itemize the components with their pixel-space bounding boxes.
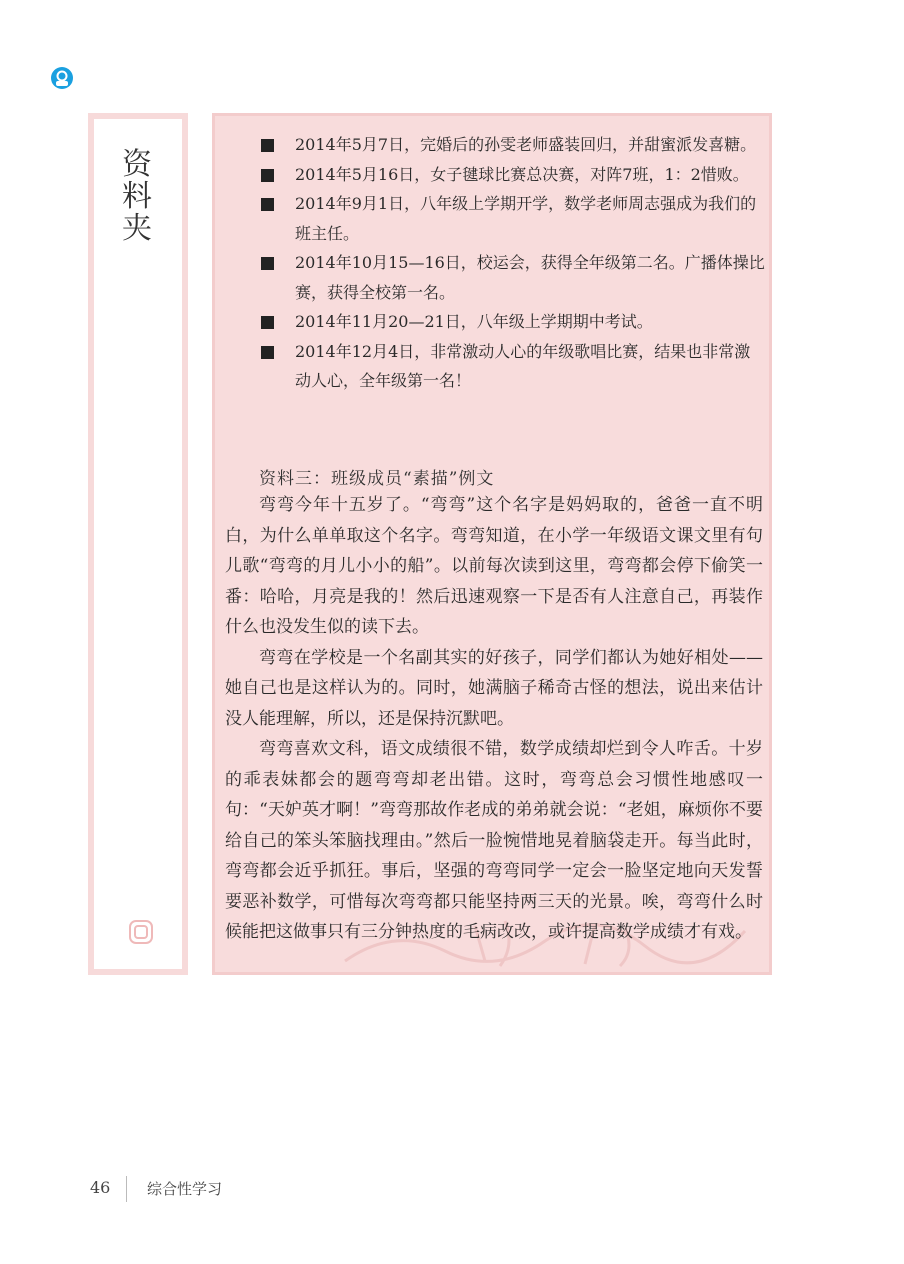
square-bullet-icon <box>261 316 274 329</box>
essay-paragraph: 弯弯在学校是一个名副其实的好孩子，同学们都认为她好相处——她自己也是这样认为的。同时，她满脑子稀奇古怪的想法，说出来估计没人能理解，所以，还是保持沉默吧。 <box>225 647 763 729</box>
event-item <box>259 130 765 160</box>
event-item <box>259 337 765 396</box>
section-heading: 资料三：班级成员“素描”例文 <box>259 469 495 489</box>
square-bullet-icon <box>261 346 274 359</box>
square-bullet-icon <box>261 169 274 182</box>
event-item <box>259 189 765 248</box>
square-bullet-icon <box>261 257 274 270</box>
essay-paragraph: 弯弯喜欢文科，语文成绩很不错，数学成绩却烂到令人咋舌。十岁的乖表妹都会的题弯弯却老出错。这时，弯弯总会习惯性地感叹一句：“天妒英才啊！”弯弯那故作老成的弟弟就会说：“老姐，麻烦你不要给自己的笨头笨脑找理由。”然后一脸惋惜地晃着脑袋走开。每当此时，弯弯都会近乎抓狂。事后，坚强的弯弯同学一定会一脸坚定地向天发誓要恶补数学，可惜每次弯弯都只能坚持两三天的光景。唉，弯弯什么时候能把这做事只有三分钟热度的毛病改改，或许提高数学成绩才有戏。 <box>225 739 763 942</box>
event-text: 2014年12月4日，非常激动人心的年级歌唱比赛，结果也非常激动人心，全年级第一名！ <box>295 341 751 390</box>
event-text: 2014年11月20—21日，八年级上学期期中考试。 <box>295 312 653 331</box>
event-text: 2014年5月16日，女子毽球比赛总决赛，对阵7班，1：2惜败。 <box>295 164 749 184</box>
folder-title-char: 夹 <box>122 211 152 246</box>
square-bullet-icon <box>261 198 274 211</box>
page-number: 46 <box>90 1178 111 1197</box>
event-text: 2014年5月7日，完婚后的孙雯老师盛装回归，并甜蜜派发喜糖。 <box>295 135 757 154</box>
folder-title <box>114 149 160 245</box>
section-name: 综合性学习 <box>147 1180 223 1198</box>
footer-divider <box>126 1176 127 1202</box>
folder-title-char: 资 <box>122 147 152 182</box>
event-item <box>259 307 765 337</box>
folder-deco-icon <box>128 919 154 945</box>
event-text: 2014年9月1日，八年级上学期开学，数学老师周志强成为我们的班主任。 <box>295 194 757 243</box>
person-head-icon <box>50 66 74 90</box>
event-text: 2014年10月15—16日，校运会，获得全年级第二名。广播体操比赛，获得全校第一名。 <box>295 253 765 302</box>
sidebar-inner <box>94 119 182 969</box>
resource-panel <box>212 113 772 975</box>
resource-sidebar <box>88 113 188 975</box>
folder-title-char: 料 <box>122 179 152 214</box>
essay-paragraph: 弯弯今年十五岁了。“弯弯”这个名字是妈妈取的，爸爸一直不明白，为什么单单取这个名字。弯弯知道，在小学一年级语文课文里有句儿歌“弯弯的月儿小小的船”。以前每次读到这里，弯弯都会停下偷笑一番：哈哈，月亮是我的！然后迅速观察一下是否有人注意自己，再装作什么也没发生似的读下去。 <box>225 495 763 637</box>
essay-body <box>225 490 763 948</box>
event-item <box>259 248 765 307</box>
event-item <box>259 160 765 190</box>
event-list <box>259 130 765 396</box>
square-bullet-icon <box>261 139 274 152</box>
